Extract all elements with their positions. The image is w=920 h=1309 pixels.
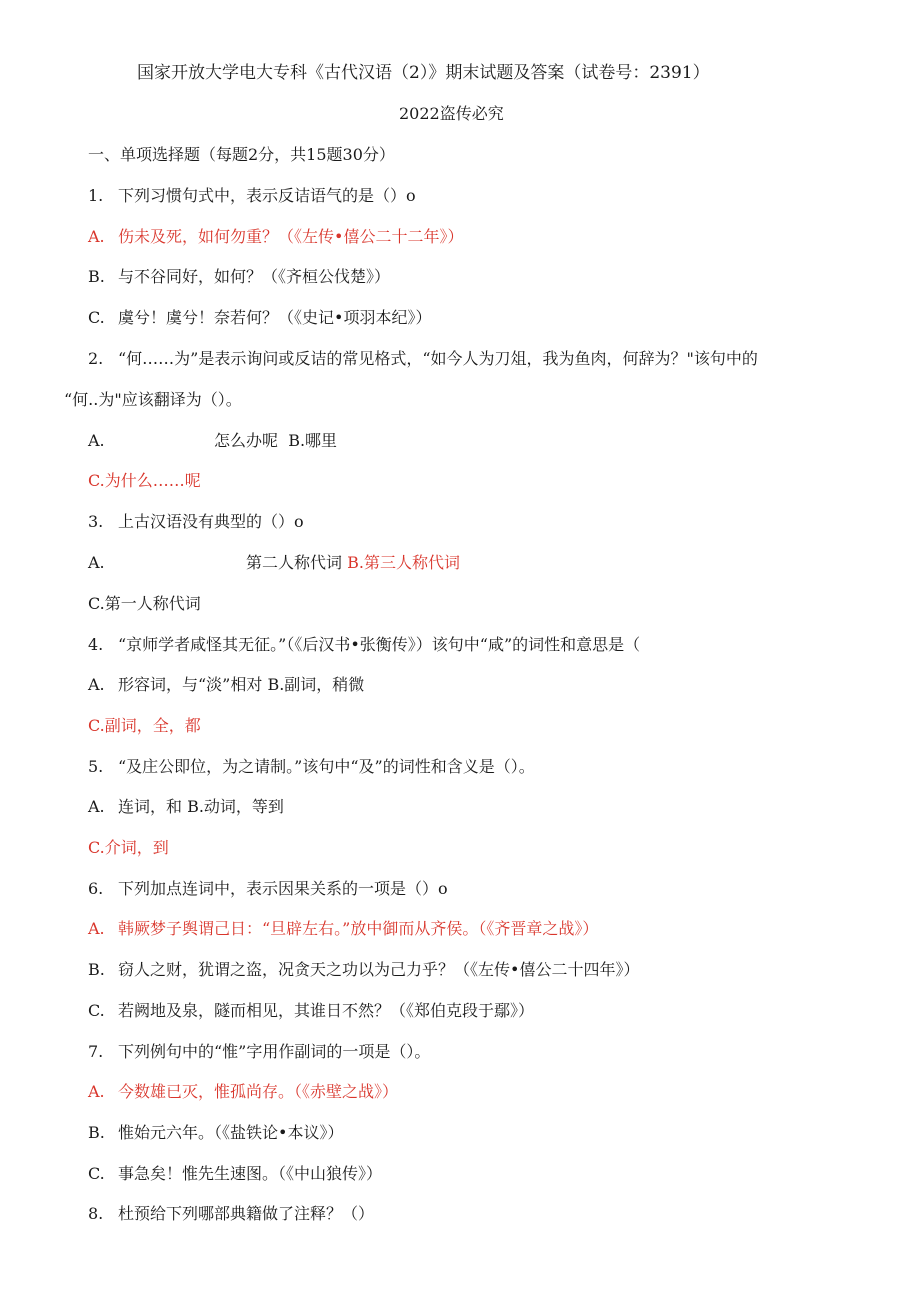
option-label: A. [88, 227, 105, 246]
option-text: 韩厥梦子舆谓己日：“旦辟左右。”放中御而从齐侯。（《齐晋章之战》） [118, 919, 599, 938]
option-text: 第二人称代词 [246, 553, 343, 572]
option-label: C. [88, 1164, 105, 1183]
q5-option-c-answer: C.介词，到 [88, 838, 169, 857]
question-1 [88, 185, 416, 207]
question-4 [88, 634, 640, 656]
question-8 [88, 1203, 374, 1225]
question-stem: “及庄公即位，为之请制。”该句中“及”的词性和含义是（）。 [118, 757, 535, 776]
option-text: 窃人之财，犹谓之盗，况贪天之功以为己力乎？（《左传•僖公二十四年》） [118, 960, 640, 979]
question-2 [88, 348, 758, 370]
q1-option-a-answer [88, 226, 463, 248]
question-7 [88, 1041, 430, 1063]
document-title: 国家开放大学电大专科《古代汉语（2）》期末试题及答案（试卷号：2391） [137, 63, 710, 83]
q4-option-c-answer: C.副词，全，都 [88, 716, 201, 735]
question-stem: 下列加点连词中，表示因果关系的一项是（）o [118, 879, 448, 898]
question-5 [88, 756, 535, 778]
option-label: A. [88, 1082, 105, 1101]
question-number: 7. [88, 1042, 104, 1061]
option-text: 与不谷同好，如何？（《齐桓公伐楚》） [118, 267, 391, 286]
question-2-continued: “何..为"应该翻译为（）。 [64, 390, 242, 409]
q2-options-ab [88, 430, 337, 452]
option-text: 事急矣！惟先生速图。（《中山狼传》） [118, 1164, 383, 1183]
q6-option-c [88, 1000, 534, 1022]
option-text: 怎么办呢 [214, 431, 279, 450]
q1-option-b [88, 266, 390, 288]
option-label: B. [88, 1123, 105, 1142]
q1-option-c [88, 307, 431, 329]
q3-options-ab [88, 552, 460, 574]
question-stem: 杜预给下列哪部典籍做了注释？（） [118, 1204, 375, 1223]
q4-options-ab [88, 674, 364, 696]
option-label: A. [88, 675, 105, 694]
option-label: A. [88, 431, 105, 450]
question-stem: 下列习惯句式中，表示反诘语气的是（）o [118, 186, 416, 205]
question-stem: “京师学者咸怪其无征。”（《后汉书•张衡传》）该句中“咸”的词性和意思是（ [118, 635, 641, 654]
option-label: C. [88, 1001, 105, 1020]
option-text-answer: B.第三人称代词 [347, 553, 460, 572]
q7-option-c [88, 1163, 382, 1185]
q6-option-b [88, 959, 639, 981]
question-stem: “何……为”是表示询问或反诘的常见格式，“如今人为刀俎，我为鱼肉，何辞为？"该句中的 [118, 349, 758, 368]
option-label: A. [88, 797, 105, 816]
option-text: 惟始元六年。（《盐铁论•本议》） [118, 1123, 344, 1142]
question-number: 5. [88, 757, 104, 776]
option-text: 连词，和 B.动词，等到 [118, 797, 284, 816]
question-number: 8. [88, 1204, 104, 1223]
q7-option-b [88, 1122, 343, 1144]
option-text: 今数雄已灭，惟孤尚存。（《赤壁之战》） [118, 1082, 399, 1101]
option-text: 若阙地及泉，隧而相见，其谁日不然？（《郑伯克段于鄢》） [118, 1001, 535, 1020]
option-text: 虞兮！虞兮！奈若何？（《史记•项羽本纪》） [118, 308, 432, 327]
question-number: 4. [88, 635, 104, 654]
option-label: B. [88, 960, 105, 979]
q7-option-a-answer [88, 1081, 398, 1103]
question-number: 1. [88, 186, 104, 205]
section-heading: 一、单项选择题（每题2分，共15题30分） [88, 145, 395, 164]
question-number: 6. [88, 879, 104, 898]
question-6 [88, 878, 448, 900]
q3-option-c: C.第一人称代词 [88, 594, 201, 613]
option-text: 伤未及死，如何勿重？（《左传•僖公二十二年》） [118, 227, 464, 246]
option-text: 形容词，与“淡”相对 B.副词，稍微 [118, 675, 365, 694]
question-number: 2. [88, 349, 104, 368]
question-number: 3. [88, 512, 104, 531]
option-label: A. [88, 553, 105, 572]
question-stem: 下列例句中的“惟”字用作副词的一项是（）。 [118, 1042, 431, 1061]
option-label: A. [88, 919, 105, 938]
option-label: B. [88, 267, 105, 286]
q6-option-a-answer [88, 918, 598, 940]
question-stem: 上古汉语没有典型的（）o [118, 512, 304, 531]
question-3 [88, 511, 304, 533]
q2-option-c-answer: C.为什么……呢 [88, 471, 201, 490]
q5-options-ab [88, 796, 284, 818]
option-text: B.哪里 [288, 431, 338, 450]
document-subtitle: 2022盗传必究 [399, 104, 504, 123]
option-label: C. [88, 308, 105, 327]
